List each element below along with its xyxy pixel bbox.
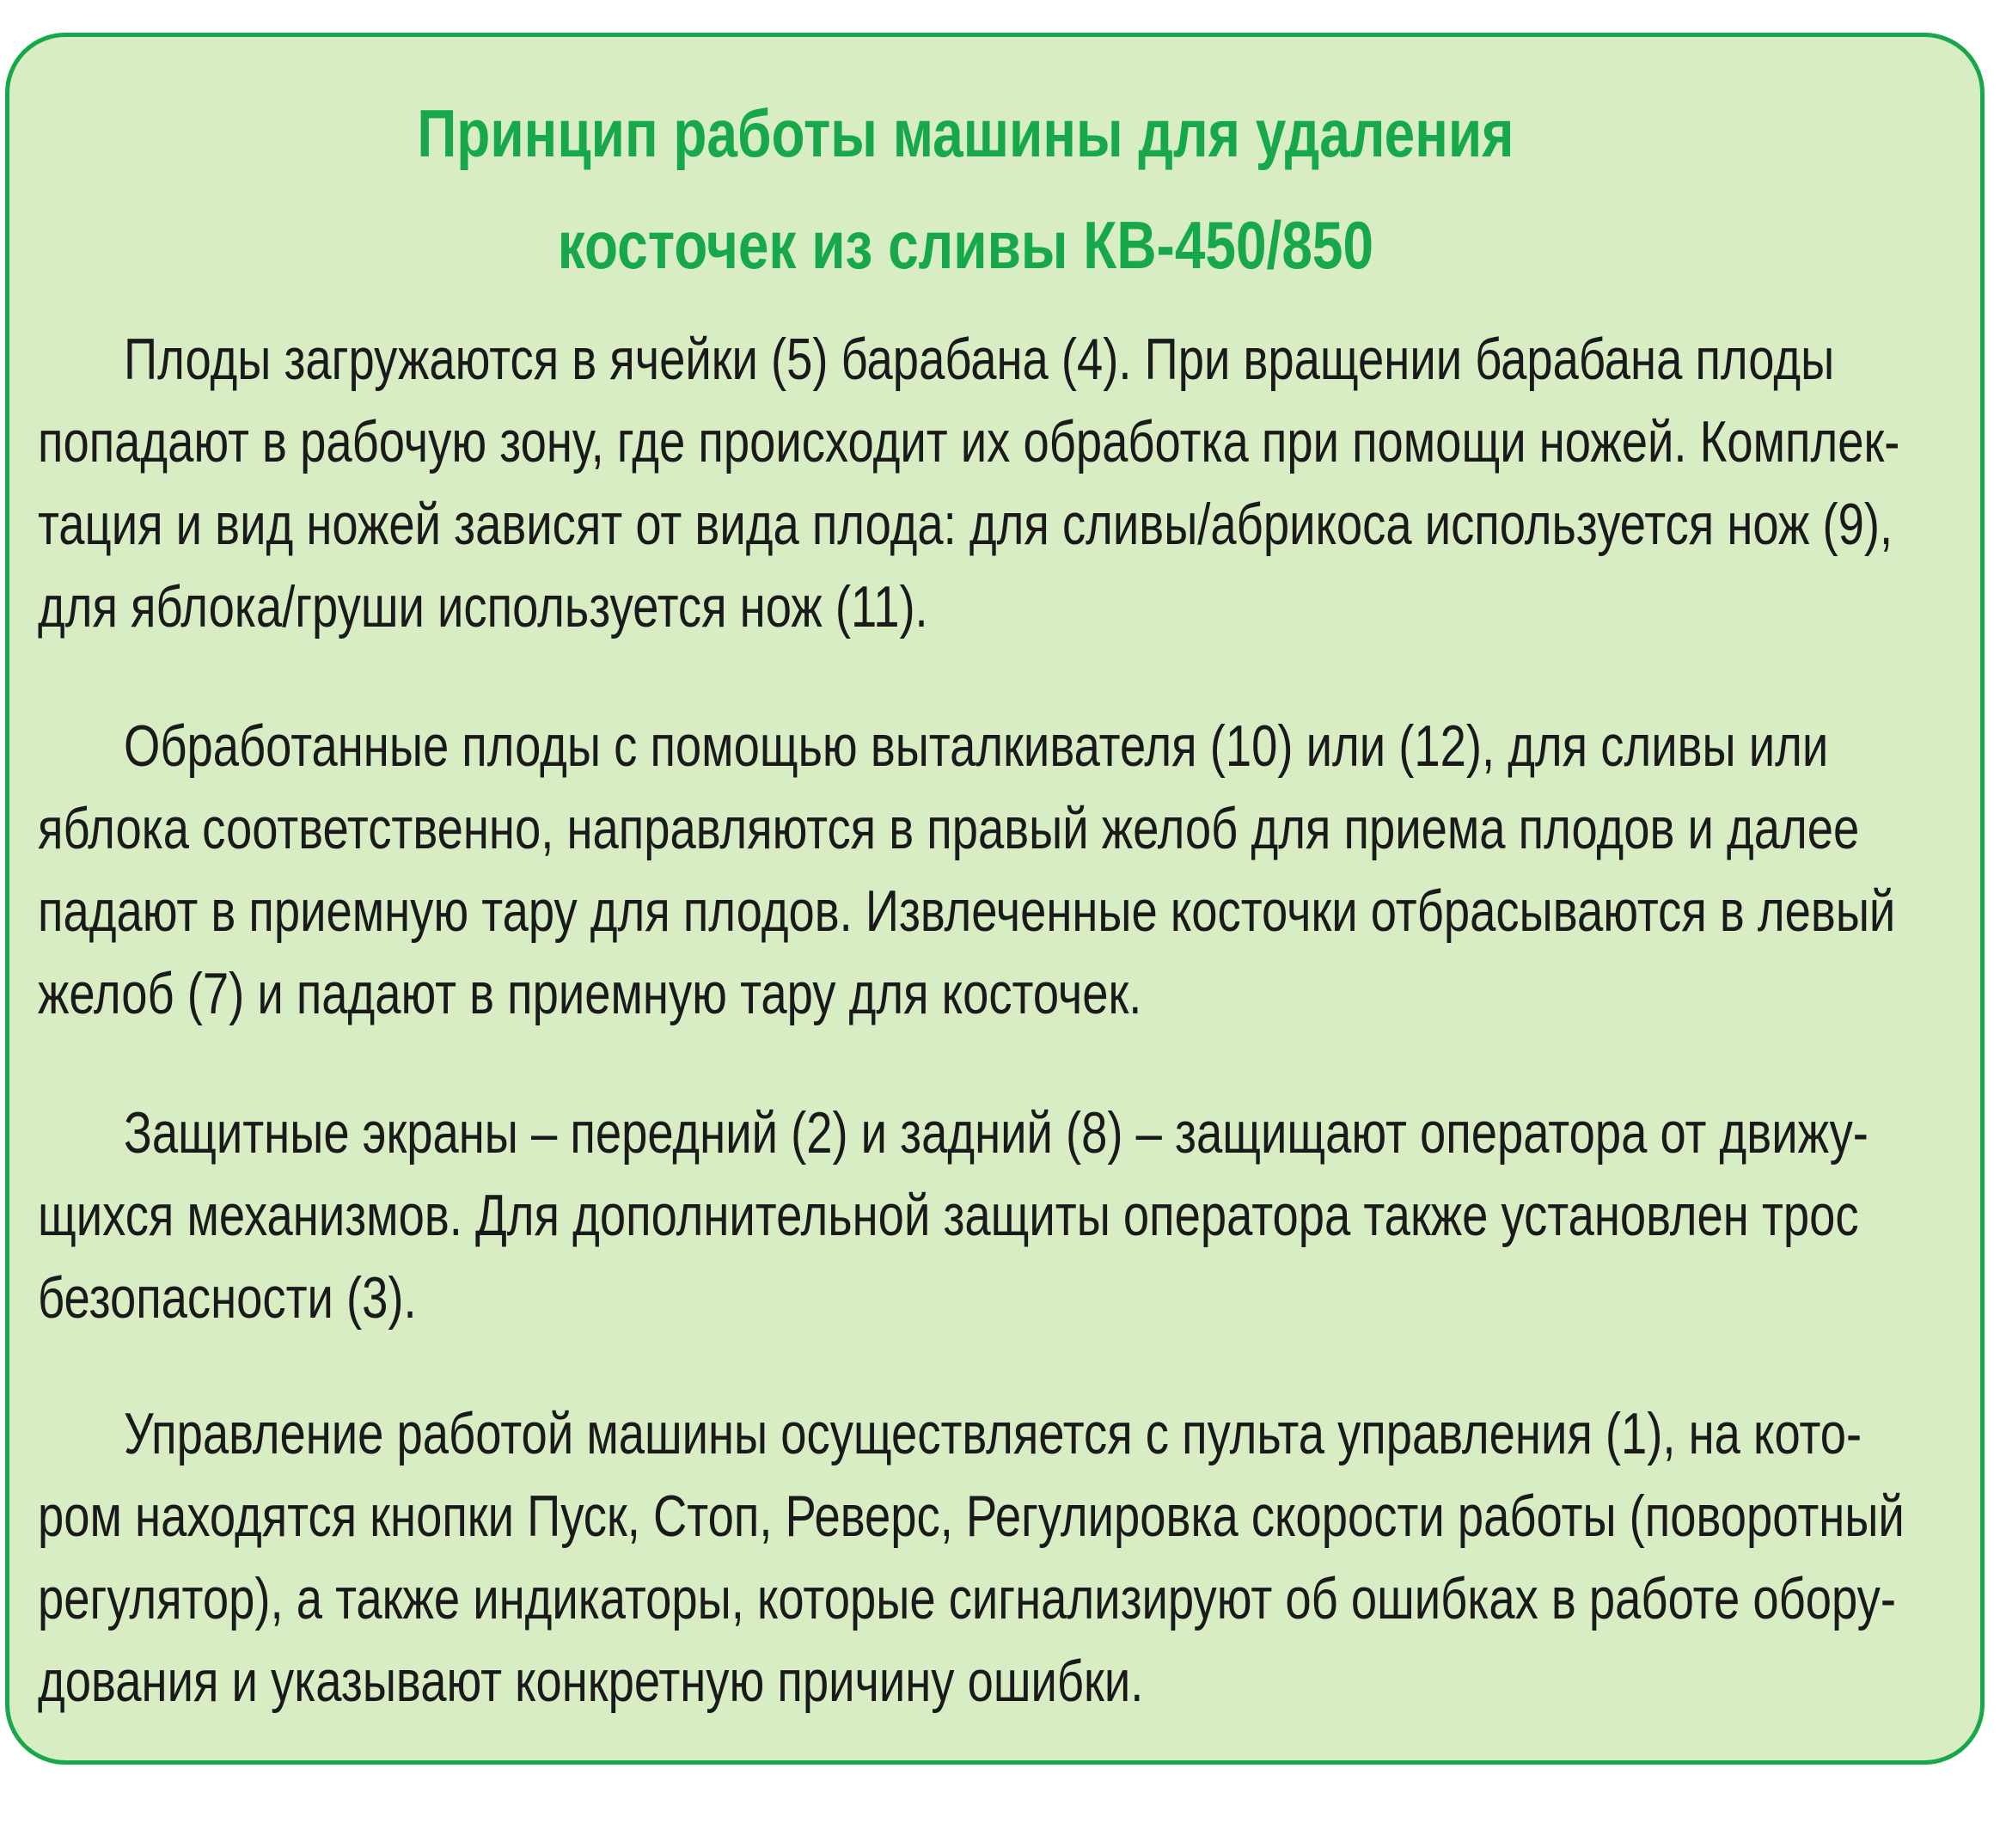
- paragraph-line: безопасности (3).: [38, 1265, 417, 1331]
- page-title: [174, 77, 1758, 301]
- paragraph-line: для яблока/груши используется нож (11).: [38, 574, 928, 639]
- paragraph-line: регулятор), а также индикаторы, которые сигнализируют об ошибках в работе обору-: [38, 1566, 1896, 1631]
- paragraph-line: Защитные экраны – передний (2) и задний (8) – защищают оператора от движу-: [124, 1100, 1869, 1166]
- paragraph-line: желоб (7) и падают в приемную тару для косточек.: [38, 961, 1142, 1026]
- title-line-1: Принцип работы машины для удаления: [417, 95, 1514, 171]
- paragraph-loading: [38, 318, 1900, 648]
- paragraph-line: падают в приемную тару для плодов. Извлеченные косточки отбрасываются в левый: [38, 878, 1896, 944]
- paragraph-line: дования и указывают конкретную причину ошибки.: [38, 1649, 1144, 1714]
- paragraph-line: тация и вид ножей зависят от вида плода: для сливы/абрикоса используется нож (9),: [38, 492, 1893, 557]
- title-line-2: косточек из сливы КВ-450/850: [557, 207, 1374, 283]
- paragraph-line: Обработанные плоды с помощью выталкивателя (10) или (12), для сливы или: [124, 713, 1829, 779]
- paragraph-safety: [38, 1092, 1869, 1339]
- paragraph-line: ром находятся кнопки Пуск, Стоп, Реверс, Регулировка скорости работы (поворотный: [38, 1484, 1905, 1549]
- paragraph-ejection: [38, 705, 1896, 1035]
- paragraph-control: [38, 1392, 1905, 1723]
- paragraph-line: щихся механизмов. Для дополнительной защиты оператора также установлен трос: [38, 1183, 1859, 1248]
- paragraph-line: Плоды загружаются в ячейки (5) барабана (4). При вращении барабана плоды: [124, 327, 1835, 392]
- paragraph-line: попадают в рабочую зону, где происходит их обработка при помощи ножей. Комплек-: [38, 409, 1900, 474]
- paragraph-line: яблока соответственно, направляются в правый желоб для приема плодов и далее: [38, 796, 1860, 861]
- paragraph-line: Управление работой машины осуществляется с пульта управления (1), на кото-: [124, 1401, 1862, 1466]
